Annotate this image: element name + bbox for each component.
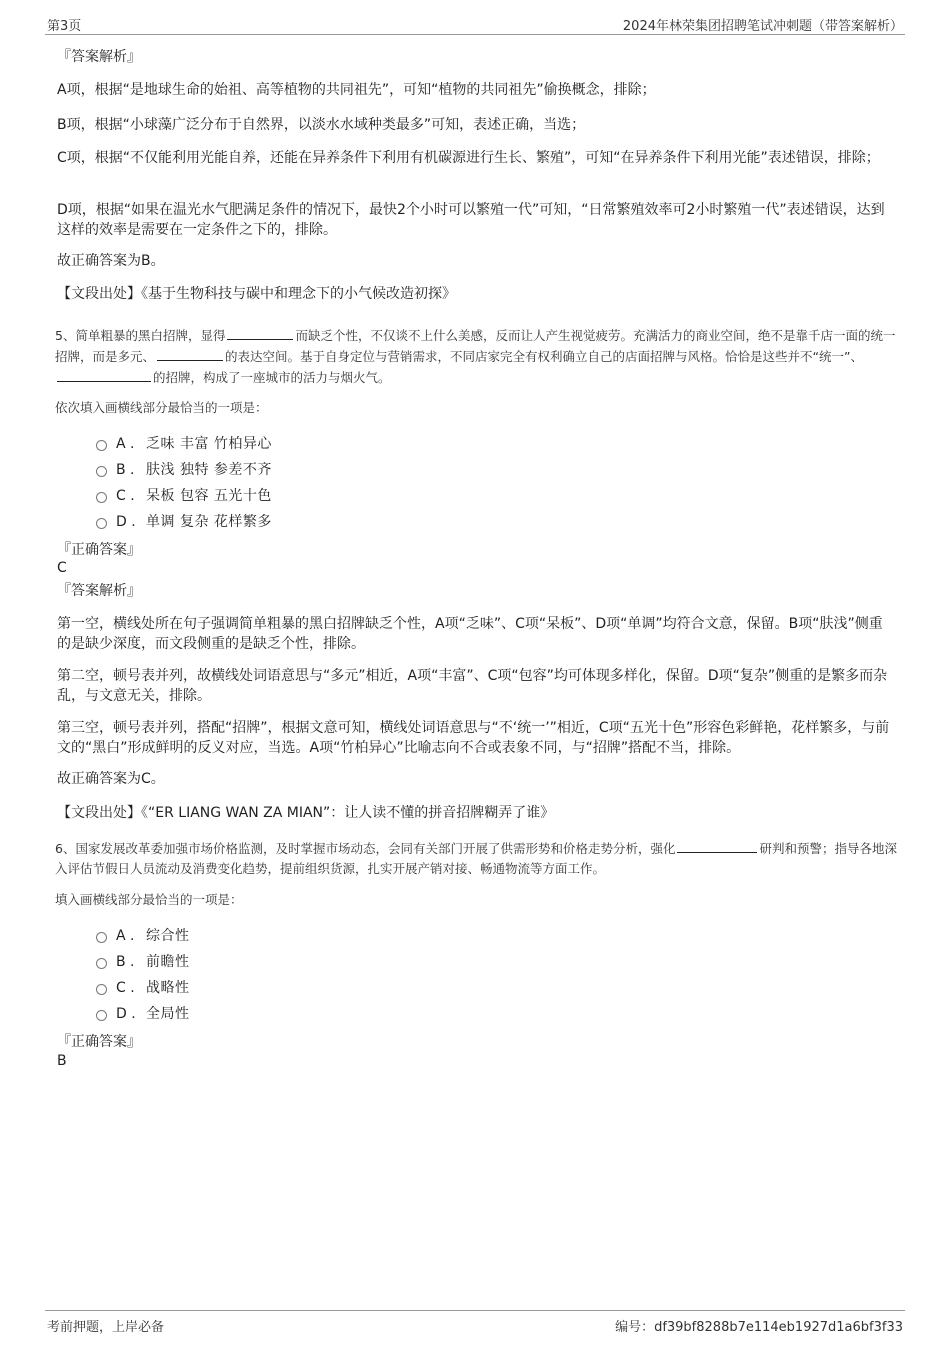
page-number: 第3页 [47,19,82,34]
radio-icon[interactable] [96,1010,107,1021]
q6-option-b[interactable]: B . 前瞻性 [96,952,190,972]
q5-analysis-2: 第二空，顿号表并列，故横线处词语意思与“多元”相近，A项“丰富”、C项“包容”均可体现多样化，保留。D项“复杂”侧重的是繁多而杂乱，与文意无关，排除。 [57,668,888,704]
q5-answer: C [57,560,67,576]
q4-source: 【文段出处】《基于生物科技与碳中和理念下的小气候改造初探》 [57,286,456,302]
radio-icon[interactable] [96,492,107,503]
radio-icon[interactable] [96,440,107,451]
radio-icon[interactable] [96,958,107,969]
q5-conclusion: 故正确答案为C。 [57,771,165,787]
q4-analysis-c: C项，根据“不仅能利用光能自养，还能在异养条件下利用有机碳源进行生长、繁殖”，可知“在异养条件下利用光能”表述错误，排除； [57,150,880,166]
q5-answer-heading: 『正确答案』 [57,542,141,558]
page-header [45,14,905,35]
q5-blank-3 [57,367,151,382]
radio-icon[interactable] [96,466,107,477]
q6-answer: B [57,1053,67,1069]
q5-analysis-3: 第三空，顿号表并列，搭配“招牌”，根据文意可知，横线处词语意思与“不‘统一’”相近，C项“五光十色”形容色彩鲜艳，花样繁多，与前文的“黑白”形成鲜明的反义对应，当选。A项“竹柏异心”比喻志向不合或表象不同，与“招牌”搭配不当，排除。 [57,720,890,756]
radio-icon[interactable] [96,932,107,943]
q4-analysis-heading: 『答案解析』 [57,49,141,65]
q4-analysis-a: A项，根据“是地球生命的始祖、高等植物的共同祖先”，可知“植物的共同祖先”偷换概念，排除； [57,82,656,98]
q5-blank-1 [227,325,293,340]
radio-icon[interactable] [96,984,107,995]
q5-source: 【文段出处】《“ER LIANG WAN ZA MIAN”：让人读不懂的拼音招牌糊弄了谁》 [57,805,555,821]
q4-analysis-b: B项，根据“小球藻广泛分布于自然界，以淡水水域种类最多”可知，表述正确，当选； [57,117,586,133]
q6-stem: 6、国家发展改革委加强市场价格监测，及时掌握市场动态，会同有关部门开展了供需形势和价格走势分析，强化 研判和预警；指导各地深入评估节假日人员流动及消费变化趋势，提前组织货源，扎实开展产销对接、畅通物流等方面工作。 [55,838,897,879]
q5-instruction: 依次填入画横线部分最恰当的一项是： [55,400,268,415]
q6-option-c[interactable]: C . 战略性 [96,978,190,998]
q4-conclusion: 故正确答案为B。 [57,253,165,269]
radio-icon[interactable] [96,518,107,529]
q5-stem: 5、简单粗暴的黑白招牌，显得 而缺乏个性，不仅谈不上什么美感，反而让人产生视觉疲劳。充满活力的商业空间，绝不是靠千店一面的统一招牌，而是多元、 的表达空间。基于自身定位与营销需求，不同店家完全有权利确立自己的店面招牌与风格。恰恰是这些并不“统一”、的招牌，构成了一座城市的活力与烟火气。 [55,325,897,388]
q6-blank [677,838,757,853]
footer-slogan: 考前押题，上岸必备 [47,1320,165,1335]
q5-option-c[interactable]: C . 呆板 包容 五光十色 [96,486,272,506]
q5-analysis-1: 第一空，横线处所在句子强调简单粗暴的黑白招牌缺乏个性，A项“乏味”、C项“呆板”、D项“单调”均符合文意，保留。B项“肤浅”侧重的是缺少深度，而文段侧重的是缺乏个性，排除。 [57,616,883,652]
q6-option-a[interactable]: A . 综合性 [96,926,190,946]
q5-blank-2 [157,346,223,361]
q6-option-d[interactable]: D . 全局性 [96,1004,190,1024]
page-footer [45,1310,905,1335]
q5-option-b[interactable]: B . 肤浅 独特 参差不齐 [96,460,272,480]
q6-instruction: 填入画横线部分最恰当的一项是： [55,892,243,907]
document-id: 编号：df39bf8288b7e114eb1927d1a6bf3f33 [615,1320,903,1335]
q5-analysis-heading: 『答案解析』 [57,583,141,599]
document-title: 2024年林荣集团招聘笔试冲刺题（带答案解析） [622,19,903,34]
q5-option-d[interactable]: D . 单调 复杂 花样繁多 [96,512,272,532]
q5-option-a[interactable]: A . 乏味 丰富 竹柏异心 [96,434,272,454]
q6-answer-heading: 『正确答案』 [57,1034,141,1050]
q4-analysis-d: D项，根据“如果在温光水气肥满足条件的情况下，最快2个小时可以繁殖一代”可知，“日常繁殖效率可2小时繁殖一代”表述错误，达到这样的效率是需要在一定条件之下的，排除。 [57,202,885,238]
